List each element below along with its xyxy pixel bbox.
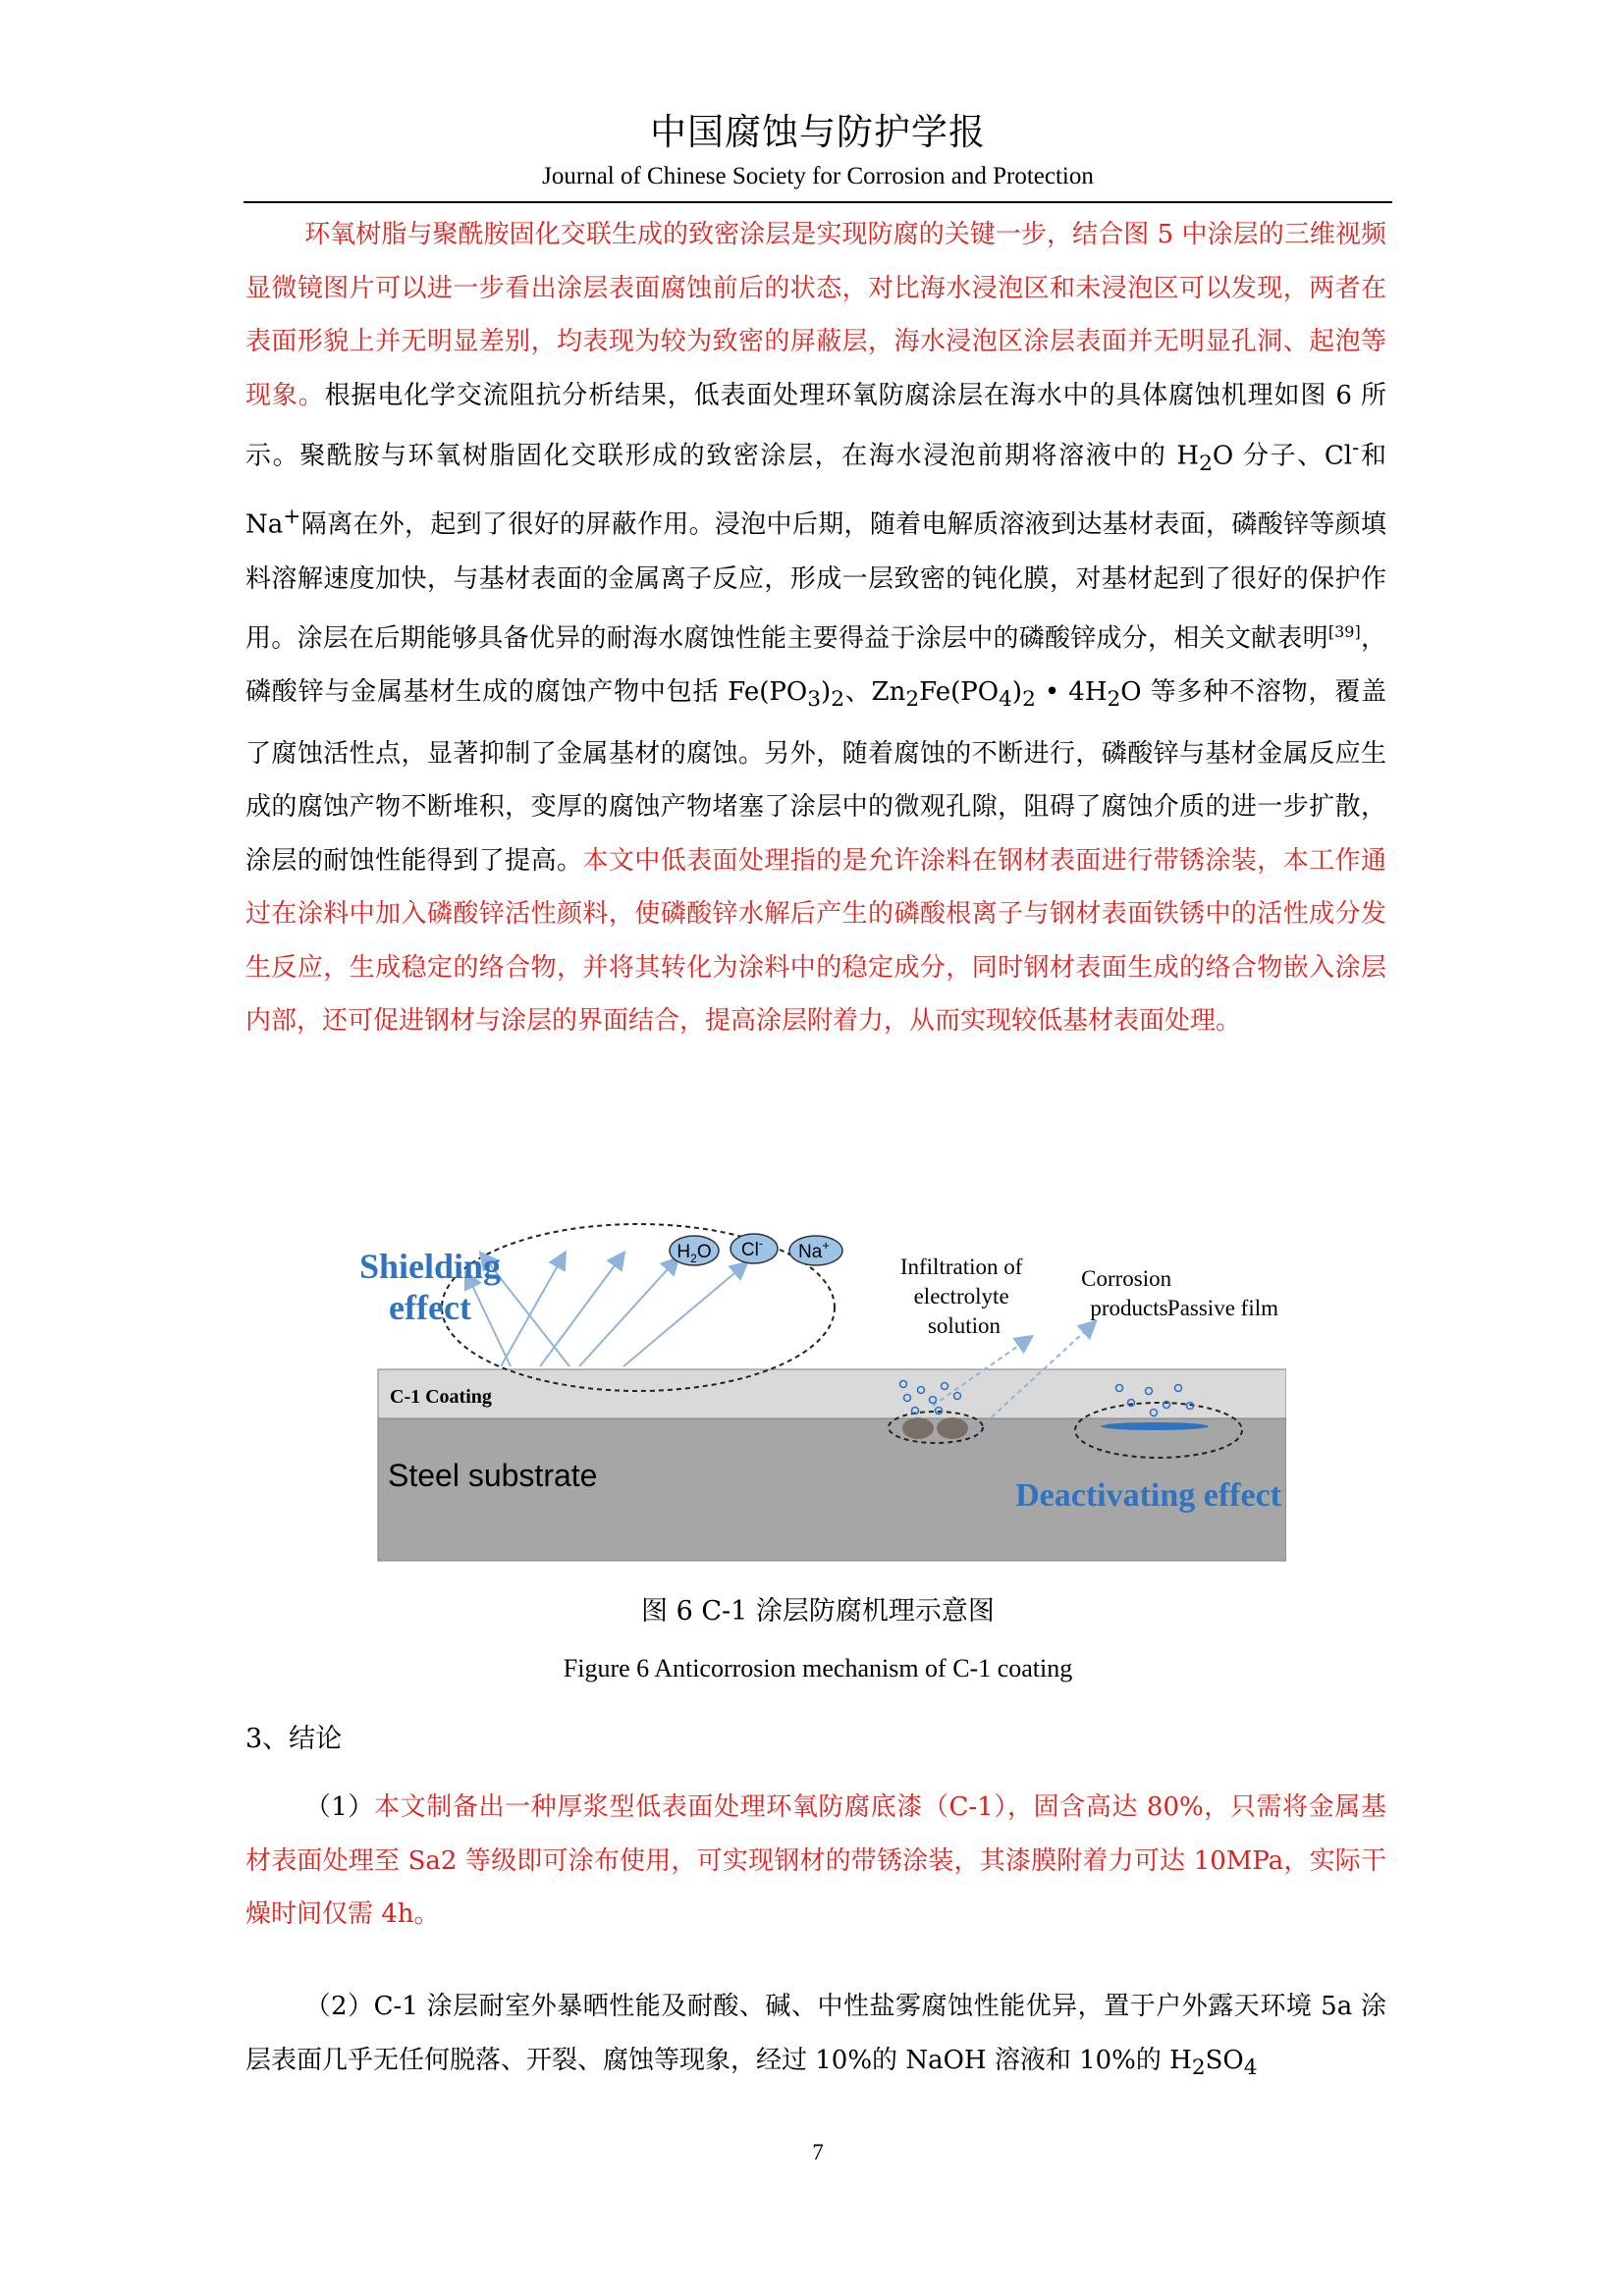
steel-label: Steel substrate (388, 1458, 598, 1493)
subscript: 2 (905, 687, 920, 713)
paragraph-mechanism (245, 208, 1386, 1048)
passive-film-label: Passive film (1166, 1296, 1278, 1320)
subscript: 2 (831, 687, 844, 713)
corrosion-products-label: Corrosion products (1081, 1266, 1172, 1320)
subscript: 3 (807, 687, 822, 713)
paragraph-conclusion-1 (245, 1781, 1386, 1942)
svg-text:H2O: $H_2O$ (677, 1242, 712, 1265)
superscript: + (283, 505, 301, 530)
body-text: 、Zn (843, 677, 906, 708)
journal-title-cn: 中国腐蚀与防护学报 (650, 111, 986, 153)
deactivating-label: Deactivating effect (1015, 1477, 1281, 1514)
ion-na-icon (789, 1236, 842, 1265)
figure-caption-en: Figure 6 Anticorrosion mechanism of C-1 coating (563, 1654, 1073, 1682)
shielding-label: Shielding (358, 1247, 502, 1286)
superscript: - (1352, 436, 1360, 460)
mechanism-diagram (344, 1209, 1286, 1563)
journal-title-en: Journal of Chinese Society for Corrosion and Protection (542, 163, 1094, 189)
ion-cl-icon (731, 1234, 778, 1263)
red-text: 环氧树脂与聚酰胺固化交联生成的致密涂层是实现防腐的关键一步，结合图 5 中涂层的三维视频显微镜图片可以进一步看出涂层表面腐蚀前后的状态，对比海水浸泡区和未浸泡区可以发现，两者在表面形貌上并无明显差别，均表现为较为致密的屏蔽层，海水浸泡区涂层表面并无明显孔洞、起泡等现象。 (245, 220, 1386, 410)
body-text: 和 Na (245, 441, 1386, 540)
body-text: ) (1011, 677, 1023, 708)
svg-text:Na+: Na+ (798, 1238, 830, 1262)
subscript: 4 (1243, 2055, 1258, 2080)
subscript: 2 (1199, 451, 1213, 476)
red-text: 本文制备出一种厚浆型低表面处理环氧防腐底漆（C-1），固含高达 80%，只需将金属基材表面处理至 Sa2 等级即可涂布使用，可实现钢材的带锈涂装，其漆膜附着力可达 10MPa，实际干燥时间仅需 4h。 (245, 1792, 1386, 1929)
paragraph-conclusion-2 (245, 1980, 1386, 2095)
section-heading: 3、结论 (245, 1724, 343, 1754)
subscript: 4 (999, 687, 1012, 713)
body-text: SO (1205, 2045, 1244, 2075)
subscript: 2 (1191, 2055, 1206, 2080)
shielding-arrows (466, 1254, 746, 1366)
corrosion-product-1 (902, 1417, 934, 1439)
figure-caption-cn: 图 6 C-1 涂层防腐机理示意图 (641, 1596, 995, 1627)
body-text: O 等多种不溶物，覆盖了腐蚀活性点，显著抑制了金属基材的腐蚀。另外，随着腐蚀的不断进行，磷酸锌与基材金属反应生成的腐蚀产物不断堆积，变厚的腐蚀产物堵塞了涂层中的微观孔隙，阻碍了腐蚀介质的进一步扩散，涂层的耐蚀性能得到了提高。 (245, 677, 1386, 876)
passive-film-mark (1101, 1422, 1209, 1430)
body-text: O 分子、Cl (1212, 441, 1353, 471)
body-text: ，磷酸锌与金属基材生成的腐蚀产物中包括 Fe(PO (245, 623, 1386, 708)
header-rule (244, 201, 1392, 203)
coating-label: C-1 Coating (390, 1386, 492, 1408)
red-text: 本文中低表面处理指的是允许涂料在钢材表面进行带锈涂装，本工作通过在涂料中加入磷酸锌活性颜料，使磷酸锌水解后产生的磷酸根离子与钢材表面铁锈中的活性成分发生反应，生成稳定的络合物，并将其转化为涂料中的稳定成分，同时钢材表面生成的络合物嵌入涂层内部，还可促进钢材与涂层的界面结合，提高涂层附着力，从而实现较低基材表面处理。 (245, 845, 1386, 1037)
body-text: 隔离在外，起到了很好的屏蔽作用。浸泡中后期，随着电解质溶液到达基材表面，磷酸锌等颜填料溶解速度加快，与基材表面的金属离子反应，形成一层致密的钝化膜，对基材起到了很好的保护作用。涂层在后期能够具备优异的耐海水腐蚀性能主要得益于涂层中的磷酸锌成分，相关文献表明 (245, 510, 1386, 654)
shielding-effect-label: effect (389, 1288, 471, 1327)
journal-header (244, 110, 1392, 192)
svg-text:Cl-: Cl- (740, 1236, 764, 1260)
body-text: Fe(PO (919, 677, 1000, 708)
list-prefix: （1） (304, 1792, 374, 1822)
body-text: ) (821, 677, 832, 708)
subscript: 2 (1022, 687, 1036, 713)
citation: [39] (1327, 622, 1361, 641)
ion-h2o-icon (670, 1236, 719, 1265)
body-text: 根据电化学交流阻抗分析结果，低表面处理环氧防腐涂层在海水中的具体腐蚀机理如图 6 所示。聚酰胺与环氧树脂固化交联形成的致密涂层，在海水浸泡前期将溶液中的 H (245, 380, 1386, 471)
infiltration-label: Infiltration of electrolyte solution (899, 1255, 1023, 1338)
body-text: • 4H (1035, 677, 1108, 708)
subscript: 2 (1107, 687, 1121, 713)
page-number: 7 (812, 2140, 824, 2164)
corrosion-product-2 (937, 1417, 968, 1439)
body-text: （2）C-1 涂层耐室外暴晒性能及耐酸、碱、中性盐雾腐蚀性能优异，置于户外露天环境 5a 涂层表面几乎无任何脱落、开裂、腐蚀等现象，经过 10%的 NaOH 溶液和 10%的 H (245, 1992, 1386, 2075)
